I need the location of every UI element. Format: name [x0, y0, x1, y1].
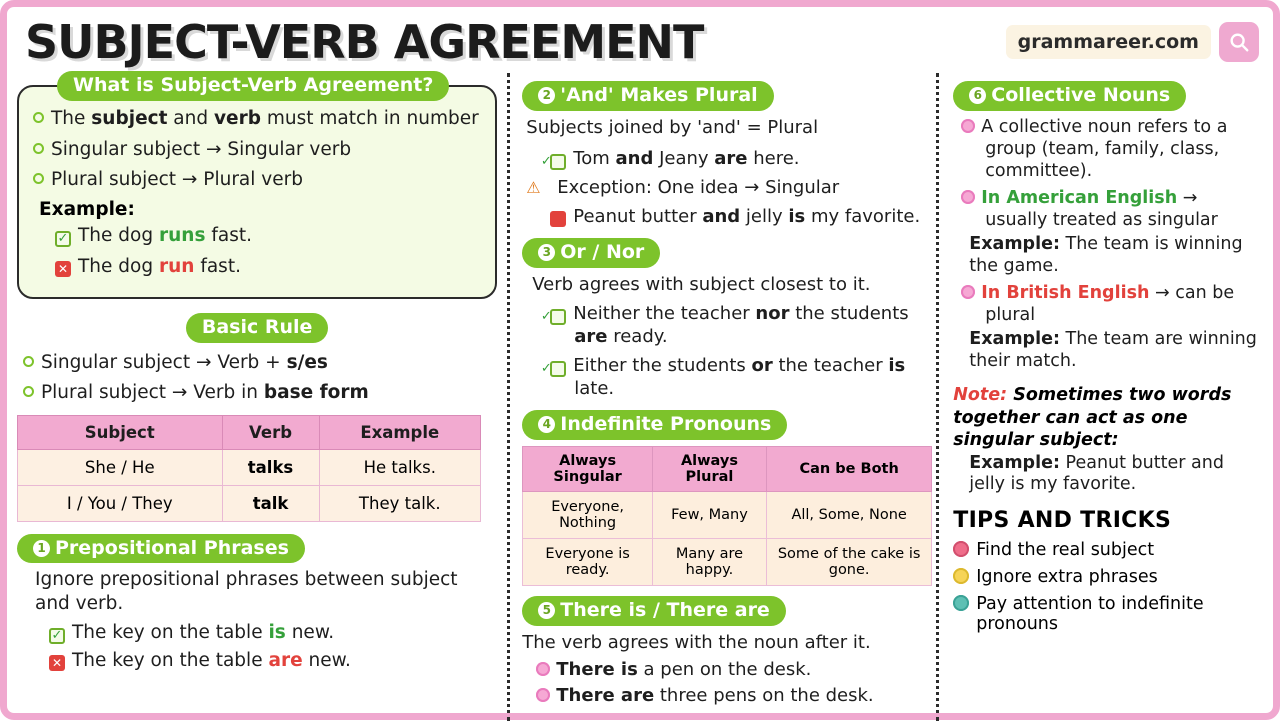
table-header-row	[523, 446, 932, 491]
table-cell: They talk.	[319, 485, 480, 521]
collective-definition: A collective noun refers to a group (team, family, class, committee).	[961, 117, 1263, 183]
tip-item: Pay attention to indefinite pronouns	[953, 594, 1263, 634]
there-heading-label: There is / There are	[560, 598, 770, 621]
note-text: Sometimes two words together can act as one singular subject:	[953, 385, 1232, 450]
indefinite-pronouns-section	[522, 410, 924, 586]
table-header-row	[18, 415, 481, 449]
column-middle	[507, 73, 939, 721]
section-number: 5	[538, 602, 555, 619]
or-nor-heading-label: Or / Nor	[560, 240, 645, 263]
tip-dot-icon	[953, 595, 969, 611]
there-text: The verb agrees with the noun after it.	[522, 631, 871, 653]
section-number: 6	[969, 87, 986, 104]
there-heading	[522, 596, 786, 626]
example-incorrect: ✕ The dog run fast.	[55, 255, 481, 279]
bullet-icon	[23, 386, 34, 397]
table-cell: I / You / They	[18, 485, 223, 521]
table-cell: Many are happy.	[652, 538, 766, 585]
table-cell: talks	[222, 449, 319, 485]
check-icon: ✓	[49, 628, 65, 644]
table-row	[523, 538, 932, 585]
there-example-1: There is a pen on the desk.	[536, 658, 924, 681]
cross-icon: ✕	[550, 211, 566, 227]
content-columns	[17, 73, 1263, 721]
section-number: 3	[538, 244, 555, 261]
check-icon: ✓	[550, 309, 566, 325]
table-header-cell: Verb	[222, 415, 319, 449]
basic-rule-line: Plural subject → Verb in base form	[23, 381, 497, 405]
check-icon: ✓	[550, 361, 566, 377]
and-plural-text: Subjects joined by 'and' = Plural	[526, 116, 819, 138]
basic-rule-section	[17, 313, 497, 343]
collective-nouns-section	[953, 81, 1263, 372]
verb-forms-table	[17, 415, 481, 522]
tip-dot-icon	[953, 568, 969, 584]
what-is-line: The subject and verb must match in number	[33, 107, 481, 131]
prepositional-phrases-section	[17, 534, 497, 674]
check-icon: ✓	[550, 154, 566, 170]
indefinite-pronouns-table	[522, 446, 932, 586]
and-plural-incorrect: ✕ Peanut butter and jelly is my favorite.	[541, 205, 921, 227]
brand-area	[1006, 22, 1259, 62]
flower-icon	[961, 285, 975, 299]
search-icon[interactable]	[1219, 22, 1259, 62]
table-header-cell: Always Singular	[523, 446, 653, 491]
column-left	[17, 73, 507, 721]
page-title: SUBJECT-VERB AGREEMENT	[25, 15, 704, 69]
and-plural-heading	[522, 81, 773, 111]
note-block	[953, 384, 1263, 450]
prepositional-correct: ✓ The key on the table is new.	[49, 621, 497, 645]
table-cell: Some of the cake is gone.	[767, 538, 932, 585]
bullet-icon	[33, 143, 44, 154]
and-plural-heading-label: 'And' Makes Plural	[560, 84, 758, 106]
table-header-cell: Example	[319, 415, 480, 449]
table-cell: He talks.	[319, 449, 480, 485]
column-right	[939, 73, 1263, 721]
section-number: 1	[33, 540, 50, 557]
what-is-line: Plural subject → Plural verb	[33, 168, 481, 192]
or-nor-section	[522, 238, 924, 400]
basic-rule-heading: Basic Rule	[186, 313, 329, 343]
what-is-sva-heading: What is Subject-Verb Agreement?	[57, 71, 449, 101]
section-number: 4	[538, 416, 555, 433]
table-cell: Everyone, Nothing	[523, 491, 653, 538]
prepositional-heading-label: Prepositional Phrases	[55, 536, 289, 559]
note-label: Note:	[953, 385, 1008, 406]
prepositional-heading	[17, 534, 305, 564]
collective-heading	[953, 81, 1186, 111]
tip-dot-icon	[953, 541, 969, 557]
example-label: Example:	[39, 199, 135, 221]
indefinite-heading-label: Indefinite Pronouns	[560, 412, 772, 435]
cross-icon: ✕	[49, 655, 65, 671]
table-header-cell: Always Plural	[652, 446, 766, 491]
collective-heading-label: Collective Nouns	[991, 84, 1171, 106]
table-cell: talk	[222, 485, 319, 521]
table-row	[523, 491, 932, 538]
table-header-cell: Can be Both	[767, 446, 932, 491]
american-example: Example: The team is winning the game.	[969, 234, 1243, 277]
british-english-rule: In British English → can be plural	[961, 283, 1263, 327]
or-nor-text: Verb agrees with subject closest to it.	[532, 273, 871, 295]
bullet-icon	[33, 173, 44, 184]
check-icon: ✓	[55, 231, 71, 247]
brand-label: grammareer.com	[1006, 25, 1211, 59]
example-correct: ✓ The dog runs fast.	[55, 224, 481, 248]
prepositional-text: Ignore prepositional phrases between subject and verb.	[35, 569, 458, 615]
or-nor-example-1: ✓ Neither the teacher nor the students are ready.	[540, 302, 909, 347]
section-number: 2	[538, 87, 555, 104]
and-plural-exception: ⚠ Exception: One idea → Singular	[526, 176, 840, 198]
there-is-are-section	[522, 596, 924, 707]
table-cell: Few, Many	[652, 491, 766, 538]
what-is-line: Singular subject → Singular verb	[33, 138, 481, 162]
bullet-icon	[23, 356, 34, 367]
table-row	[18, 449, 481, 485]
flower-icon	[961, 119, 975, 133]
table-cell: All, Some, None	[767, 491, 932, 538]
bullet-icon	[33, 112, 44, 123]
and-plural-section	[522, 81, 924, 228]
or-nor-example-2: ✓ Either the students or the teacher is late.	[540, 354, 906, 399]
tip-item: Find the real subject	[953, 540, 1263, 560]
page-header	[17, 11, 1263, 73]
flower-icon	[536, 688, 550, 702]
and-plural-correct: ✓ Tom and Jeany are here.	[540, 147, 800, 169]
prepositional-incorrect: ✕ The key on the table are new.	[49, 649, 497, 673]
table-row	[18, 485, 481, 521]
tips-title: TIPS AND TRICKS	[953, 508, 1172, 534]
or-nor-heading	[522, 238, 660, 268]
table-cell: Everyone is ready.	[523, 538, 653, 585]
british-example: Example: The team are winning their match.	[969, 328, 1257, 371]
cross-icon: ✕	[55, 261, 71, 277]
basic-rule-line: Singular subject → Verb + s/es	[23, 351, 497, 375]
indefinite-heading	[522, 410, 787, 440]
american-english-rule: In American English → usually treated as singular	[961, 188, 1263, 232]
table-cell: She / He	[18, 449, 223, 485]
there-example-2: There are three pens on the desk.	[536, 684, 924, 707]
flower-icon	[961, 190, 975, 204]
table-header-cell: Subject	[18, 415, 223, 449]
tip-item: Ignore extra phrases	[953, 567, 1263, 587]
what-is-sva-box	[17, 74, 497, 299]
note-example: Example: Peanut butter and jelly is my favorite.	[969, 452, 1224, 495]
flower-icon	[536, 662, 550, 676]
